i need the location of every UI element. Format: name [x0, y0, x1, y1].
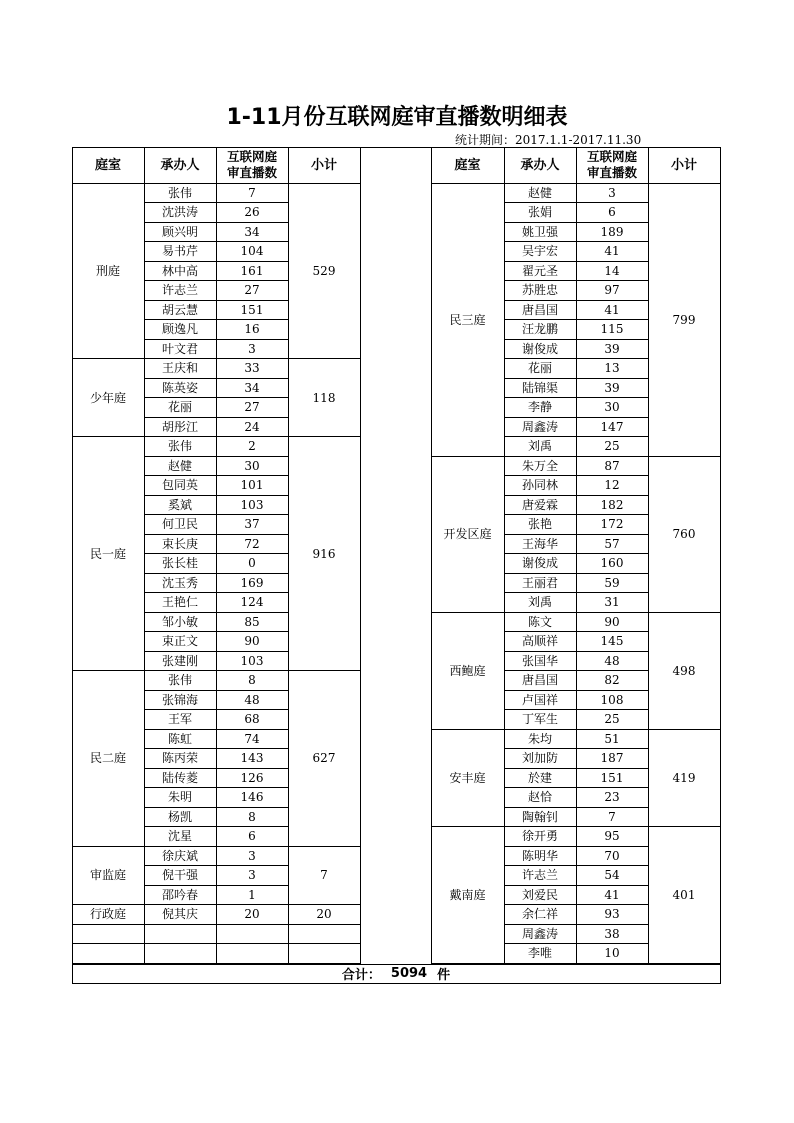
handler-name: 陈明华	[521, 848, 558, 863]
handler-name: 倪干强	[161, 868, 198, 883]
live-count: 24	[244, 419, 260, 434]
handler-name: 奚斌	[167, 497, 192, 512]
row-line	[504, 436, 648, 437]
handler-name: 李唯	[527, 946, 552, 961]
handler-name: 张娟	[527, 205, 552, 220]
header-court: 庭室	[94, 157, 121, 173]
handler-name: 刘加防	[521, 751, 558, 766]
live-count: 147	[600, 419, 624, 434]
live-count: 27	[244, 283, 260, 298]
live-count: 48	[244, 692, 260, 707]
live-count: 7	[608, 809, 616, 824]
live-count: 68	[244, 712, 260, 727]
live-count: 160	[600, 556, 624, 571]
handler-name: 许志兰	[521, 868, 558, 883]
handler-name: 张建刚	[161, 653, 198, 668]
header-top-line	[431, 147, 720, 148]
row-line	[504, 573, 648, 574]
live-count: 12	[604, 478, 620, 493]
handler-name: 叶文君	[161, 341, 198, 356]
row-line	[144, 475, 288, 476]
court-name: 审监庭	[89, 868, 126, 883]
handler-name: 顾兴明	[161, 224, 198, 239]
row-line	[144, 319, 288, 320]
row-line	[144, 514, 288, 515]
live-count: 51	[604, 731, 620, 746]
live-count: 90	[244, 634, 260, 649]
row-line	[144, 534, 288, 535]
row-line	[144, 885, 288, 886]
handler-name: 束长庚	[161, 536, 198, 551]
live-count: 124	[240, 595, 264, 610]
handler-name: 张伟	[167, 185, 192, 200]
live-count: 172	[600, 517, 624, 532]
handler-name: 谢俊成	[521, 556, 558, 571]
live-count: 48	[604, 653, 620, 668]
court-subtotal: 627	[312, 751, 336, 766]
row-line	[144, 280, 288, 281]
live-count: 10	[604, 946, 620, 961]
handler-name: 易书芹	[161, 244, 198, 259]
row-line	[504, 397, 648, 398]
live-count: 101	[240, 478, 264, 493]
handler-name: 张伟	[167, 673, 192, 688]
court-subtotal: 401	[672, 887, 696, 902]
live-count: 3	[248, 868, 256, 883]
row-line	[504, 943, 648, 944]
handler-name: 唐昌国	[521, 302, 558, 317]
handler-name: 王丽君	[521, 575, 558, 590]
row-line	[144, 397, 288, 398]
handler-name: 李静	[527, 400, 552, 415]
live-count: 85	[244, 614, 260, 629]
live-count: 6	[248, 829, 256, 844]
row-line	[504, 885, 648, 886]
live-count: 27	[244, 400, 260, 415]
live-count: 7	[248, 185, 256, 200]
handler-name: 孙同林	[521, 478, 558, 493]
handler-name: 姚卫强	[521, 224, 558, 239]
live-count: 33	[244, 361, 260, 376]
row-line	[504, 300, 648, 301]
row-line	[504, 358, 648, 359]
live-count: 97	[604, 283, 620, 298]
live-count: 72	[244, 536, 260, 551]
live-count: 103	[240, 497, 264, 512]
handler-name: 沈洪涛	[161, 205, 198, 220]
live-count: 25	[604, 712, 620, 727]
handler-name: 徐开勇	[521, 829, 558, 844]
live-count: 189	[600, 224, 624, 239]
court-name: 开发区庭	[443, 527, 492, 541]
live-count: 151	[600, 770, 624, 785]
row-line	[144, 690, 288, 691]
row-line	[144, 631, 288, 632]
live-count: 87	[604, 458, 620, 473]
row-line	[504, 631, 648, 632]
header-live-count-line2: 审直播数	[226, 165, 277, 180]
court-subtotal: 7	[320, 868, 328, 883]
row-line	[144, 456, 288, 457]
grand-total-value: 5094	[390, 966, 428, 981]
live-count: 103	[240, 653, 264, 668]
handler-name: 陈英姿	[161, 380, 198, 395]
live-count: 8	[248, 673, 256, 688]
handler-name: 陆锦渠	[521, 380, 558, 395]
court-name: 戴南庭	[449, 887, 486, 902]
handler-name: 张伟	[167, 439, 192, 454]
live-count: 20	[244, 907, 260, 922]
handler-name: 赵恰	[527, 790, 552, 805]
handler-name: 陈丙荣	[161, 751, 198, 766]
row-line	[144, 612, 288, 613]
handler-name: 朱明	[167, 790, 192, 805]
handler-name: 丁军生	[521, 712, 558, 727]
live-count: 0	[248, 556, 256, 571]
court-name	[72, 944, 144, 964]
handler-name: 王军	[167, 712, 192, 727]
court-subtotal: 529	[312, 263, 336, 278]
live-count: 30	[604, 400, 620, 415]
spacer-top-line	[360, 147, 431, 148]
handler-name	[144, 924, 216, 944]
row-line	[504, 378, 648, 379]
handler-name: 刘禹	[527, 439, 552, 454]
live-count: 187	[600, 751, 624, 766]
live-count: 3	[248, 341, 256, 356]
row-line	[504, 417, 648, 418]
row-line	[504, 222, 648, 223]
row-line	[504, 475, 648, 476]
handler-name: 王庆和	[161, 361, 198, 376]
handler-name: 唐昌国	[521, 673, 558, 688]
handler-name: 朱万全	[521, 458, 558, 473]
live-count: 23	[604, 790, 620, 805]
row-line	[504, 924, 648, 925]
live-count: 54	[604, 868, 620, 883]
handler-name: 於建	[527, 770, 552, 785]
handler-name: 陈虹	[167, 731, 192, 746]
handler-name: 林中高	[161, 263, 198, 278]
row-line	[504, 846, 648, 847]
row-line	[144, 807, 288, 808]
row-line	[144, 787, 288, 788]
live-count: 26	[244, 205, 260, 220]
handler-name: 顾逸凡	[161, 322, 198, 337]
row-line	[144, 378, 288, 379]
handler-name: 陆传菱	[161, 770, 198, 785]
handler-name: 张艳	[527, 517, 552, 532]
live-count: 16	[244, 322, 260, 337]
live-count: 95	[604, 829, 620, 844]
row-line	[504, 280, 648, 281]
row-line	[504, 768, 648, 769]
live-count: 30	[244, 458, 260, 473]
header-handler: 承办人	[160, 157, 200, 173]
handler-name: 倪其庆	[161, 907, 198, 922]
row-line	[504, 651, 648, 652]
row-line	[504, 592, 648, 593]
handler-name: 吴宇宏	[521, 244, 558, 259]
handler-name: 王艳仁	[161, 595, 198, 610]
live-count: 90	[604, 614, 620, 629]
row-line	[144, 261, 288, 262]
row-line	[504, 534, 648, 535]
handler-name: 刘禹	[527, 595, 552, 610]
court-subtotal: 498	[672, 663, 696, 678]
live-count: 38	[604, 926, 620, 941]
court-name: 少年庭	[89, 390, 126, 405]
live-count: 3	[608, 185, 616, 200]
live-count: 108	[600, 692, 624, 707]
row-line	[144, 241, 288, 242]
grand-total-label: 合计：	[341, 968, 381, 983]
live-count: 70	[604, 848, 620, 863]
row-line	[504, 319, 648, 320]
court-subtotal	[288, 924, 360, 944]
row-line	[504, 807, 648, 808]
handler-name: 邹小敏	[161, 614, 198, 629]
court-name: 安丰庭	[449, 770, 486, 785]
row-line	[504, 787, 648, 788]
live-count: 126	[240, 770, 264, 785]
live-count: 161	[240, 263, 264, 278]
live-count: 41	[604, 244, 620, 259]
header-subtotal: 小计	[670, 157, 697, 173]
handler-name: 汪龙鹏	[521, 322, 558, 337]
grand-total-row	[72, 964, 720, 983]
row-line	[504, 261, 648, 262]
court-name: 西鲍庭	[449, 663, 486, 678]
live-count: 6	[608, 205, 616, 220]
live-count: 182	[600, 497, 624, 512]
live-count: 41	[604, 887, 620, 902]
live-count: 41	[604, 302, 620, 317]
live-count: 57	[604, 536, 620, 551]
court-subtotal: 419	[672, 770, 696, 785]
row-line	[144, 592, 288, 593]
row-line	[144, 729, 288, 730]
header-live-count	[576, 147, 648, 183]
handler-name: 赵健	[527, 185, 552, 200]
handler-name: 陶翰钊	[521, 809, 558, 824]
handler-name: 张锦海	[161, 692, 198, 707]
header-top-line	[72, 147, 360, 148]
handler-name: 徐庆斌	[161, 848, 198, 863]
handler-name: 王海华	[521, 536, 558, 551]
handler-name: 朱均	[527, 731, 552, 746]
row-line	[144, 417, 288, 418]
live-count: 93	[604, 907, 620, 922]
row-line	[504, 241, 648, 242]
handler-name: 唐爱霖	[521, 497, 558, 512]
live-count: 34	[244, 224, 260, 239]
row-line	[144, 768, 288, 769]
handler-name: 许志兰	[161, 283, 198, 298]
handler-name: 陈文	[527, 614, 552, 629]
header-live-count-line2: 审直播数	[586, 165, 637, 180]
handler-name: 束正文	[161, 634, 198, 649]
handler-name: 周鑫涛	[521, 419, 558, 434]
live-count: 82	[604, 673, 620, 688]
handler-name: 胡云慧	[161, 302, 198, 317]
live-count: 31	[604, 595, 620, 610]
handler-name: 苏胜忠	[521, 283, 558, 298]
court-subtotal: 20	[316, 907, 332, 922]
handler-name: 杨凯	[167, 809, 192, 824]
live-count: 13	[604, 361, 620, 376]
live-count: 34	[244, 380, 260, 395]
court-name: 民三庭	[449, 312, 486, 327]
header-live-count	[216, 147, 288, 183]
court-name: 行政庭	[89, 907, 126, 922]
handler-name: 卢国祥	[521, 692, 558, 707]
live-count: 39	[604, 380, 620, 395]
handler-name: 沈星	[167, 829, 192, 844]
handler-name: 花丽	[167, 400, 192, 415]
handler-name: 高顺祥	[521, 634, 558, 649]
row-line	[504, 865, 648, 866]
grand-total-unit: 件	[437, 968, 451, 983]
live-count: 74	[244, 731, 260, 746]
live-count: 169	[240, 575, 264, 590]
court-subtotal: 118	[312, 390, 336, 405]
handler-name: 谢俊成	[521, 341, 558, 356]
handler-name: 赵健	[167, 458, 192, 473]
header-court: 庭室	[454, 157, 481, 173]
handler-name: 余仁祥	[521, 907, 558, 922]
handler-name: 翟元圣	[521, 263, 558, 278]
live-count: 151	[240, 302, 264, 317]
handler-name: 沈玉秀	[161, 575, 198, 590]
row-line	[144, 573, 288, 574]
total-bottom-line	[72, 983, 720, 984]
row-line	[504, 690, 648, 691]
live-count: 59	[604, 575, 620, 590]
live-count: 3	[248, 848, 256, 863]
live-count: 14	[604, 263, 620, 278]
handler-name: 周鑫涛	[521, 926, 558, 941]
live-count: 39	[604, 341, 620, 356]
header-handler: 承办人	[520, 157, 560, 173]
row-line	[504, 904, 648, 905]
handler-name: 邵吟春	[161, 887, 198, 902]
live-count: 146	[240, 790, 264, 805]
row-line	[144, 709, 288, 710]
row-line	[144, 222, 288, 223]
row-line	[504, 553, 648, 554]
header-subtotal: 小计	[310, 157, 337, 173]
live-count: 25	[604, 439, 620, 454]
row-line	[504, 495, 648, 496]
row-line	[504, 514, 648, 515]
row-line	[504, 709, 648, 710]
live-count: 2	[248, 439, 256, 454]
court-subtotal: 799	[672, 312, 696, 327]
handler-name: 何卫民	[161, 517, 198, 532]
row-line	[144, 495, 288, 496]
header-live-count-line1: 互联网庭	[226, 149, 277, 165]
court-name: 民二庭	[89, 751, 126, 766]
row-line	[144, 826, 288, 827]
live-count: 104	[240, 244, 264, 259]
row-line	[504, 748, 648, 749]
handler-name: 张长桂	[161, 556, 198, 571]
row-line	[144, 339, 288, 340]
court-name	[72, 924, 144, 944]
live-count: 8	[248, 809, 256, 824]
row-line	[144, 553, 288, 554]
row-line	[504, 339, 648, 340]
row-line	[144, 865, 288, 866]
row-line	[144, 748, 288, 749]
handler-name: 刘爱民	[521, 887, 558, 902]
court-name: 刑庭	[95, 263, 120, 278]
row-line	[144, 651, 288, 652]
header-live-count-line1: 互联网庭	[586, 149, 637, 165]
live-count: 143	[240, 751, 264, 766]
handler-name: 花丽	[527, 361, 552, 376]
court-subtotal	[288, 944, 360, 964]
live-count: 1	[248, 887, 256, 902]
live-count: 115	[600, 322, 624, 337]
handler-name: 胡彤江	[161, 419, 198, 434]
row-line	[144, 202, 288, 203]
court-subtotal: 916	[312, 546, 336, 561]
live-count: 145	[600, 634, 624, 649]
row-line	[144, 300, 288, 301]
court-subtotal: 760	[672, 527, 696, 541]
statistics-period: 统计期间：2017.1.1-2017.11.30	[455, 133, 642, 147]
row-line	[504, 670, 648, 671]
handler-name	[144, 944, 216, 964]
live-count: 37	[244, 517, 260, 532]
court-name: 民一庭	[89, 546, 126, 561]
row-line	[504, 202, 648, 203]
page-title: 1-11月份互联网庭审直播数明细表	[226, 105, 568, 130]
handler-name: 张国华	[521, 653, 558, 668]
handler-name: 包同英	[161, 478, 198, 493]
live-count	[216, 924, 288, 944]
live-count	[216, 944, 288, 964]
